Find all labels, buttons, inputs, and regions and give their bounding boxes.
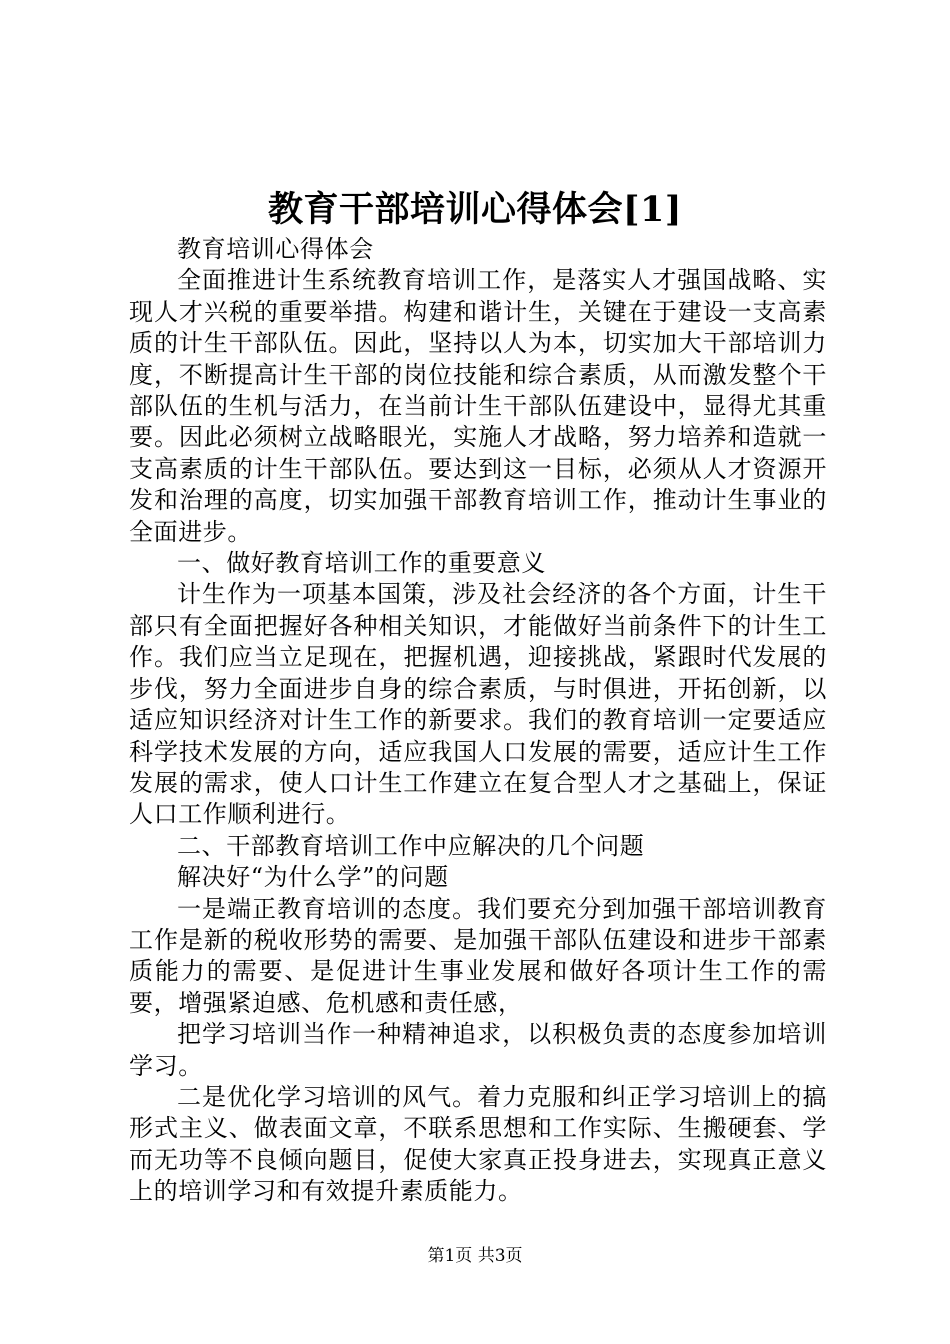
paragraph-pursuit: 把学习培训当作一种精神追求，以积极负责的态度参加培训学习。 xyxy=(129,1020,827,1080)
paragraph-intro: 全面推进计生系统教育培训工作，是落实人才强国战略、实现人才兴税的重要举措。构建和谐计生，关键在于建设一支高素质的计生干部队伍。因此，坚持以人为本，切实加大干部培训力度，不断提高计生干部的岗位技能和综合素质，从而激发整个干部队伍的生机与活力，在当前计生干部队伍建设中，显得尤其重要。因此必须树立战略眼光，实施人才战略，努力培养和造就一支高素质的计生干部队伍。要达到这一目标，必须从人才资源开发和治理的高度，切实加强干部教育培训工作，推动计生事业的全面进步。 xyxy=(129,266,827,546)
paragraph-atmosphere: 二是优化学习培训的风气。着力克服和纠正学习培训上的搞形式主义、做表面文章，不联系思想和工作实际、生搬硬套、学而无功等不良倾向题目，促使大家真正投身进去，实现真正意义上的培训学习和有效提升素质能力。 xyxy=(129,1082,827,1206)
subsection-heading-why-learn: 解决好“为什么学”的问题 xyxy=(177,863,449,892)
page-footer: 第1页 共3页 xyxy=(427,1246,523,1266)
section-heading-1: 一、做好教育培训工作的重要意义 xyxy=(177,549,546,578)
document-title: 教育干部培训心得体会[1] xyxy=(268,189,682,230)
document-body xyxy=(129,234,827,1208)
paragraph-subtitle: 教育培训心得体会 xyxy=(177,235,374,263)
section-heading-2: 二、干部教育培训工作中应解决的几个问题 xyxy=(177,831,645,860)
paragraph-significance: 计生作为一项基本国策，涉及社会经济的各个方面，计生干部只有全面把握好各种相关知识，才能做好当前条件下的计生工作。我们应当立足现在，把握机遇，迎接挑战，紧跟时代发展的步伐，努力全面进步自身的综合素质，与时俱进，开拓创新，以适应知识经济对计生工作的新要求。我们的教育培训一定要适应科学技术发展的方向，适应我国人口发展的需要，适应计生工作发展的需求，使人口计生工作建立在复合型人才之基础上，保证人口工作顺利进行。 xyxy=(129,580,827,829)
paragraph-attitude: 一是端正教育培训的态度。我们要充分到加强干部培训教育工作是新的税收形势的需要、是加强干部队伍建设和进步干部素质能力的需要、是促进计生事业发展和做好各项计生工作的需要，增强紧迫感、危机感和责任感， xyxy=(129,894,827,1017)
